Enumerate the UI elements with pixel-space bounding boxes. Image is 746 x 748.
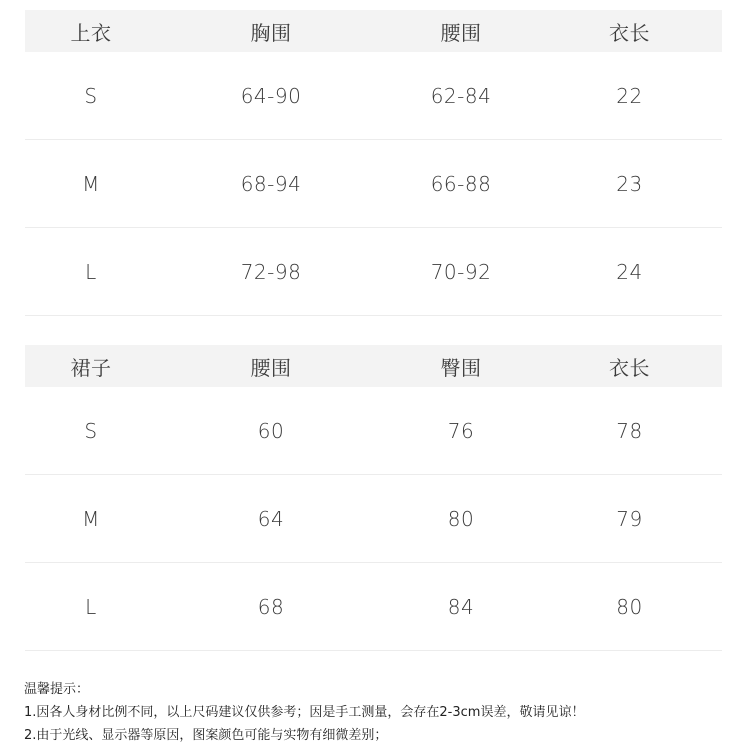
waist-cell: 60 — [257, 418, 285, 443]
tips-title: 温馨提示： — [24, 682, 90, 697]
table-row — [25, 140, 722, 228]
hip-cell: 80 — [447, 506, 475, 531]
bust-cell: 64-90 — [240, 83, 302, 108]
tips-line: 2.由于光线、显示器等原因，图案颜色可能与实物有细微差别； — [24, 728, 388, 743]
waist-cell: 64 — [257, 506, 285, 531]
length-cell: 79 — [616, 506, 643, 531]
header-cell-waist: 腰围 — [250, 355, 292, 380]
table-row — [25, 475, 722, 563]
header-cell-category: 上衣 — [70, 20, 112, 45]
table-row — [25, 563, 722, 651]
length-cell: 22 — [616, 83, 643, 108]
top-size-table — [25, 10, 722, 316]
hip-cell: 84 — [447, 594, 475, 619]
header-cell-bust: 胸围 — [250, 20, 292, 45]
length-cell: 78 — [616, 418, 643, 443]
waist-cell: 70-92 — [430, 259, 492, 284]
header-cell-category: 裙子 — [70, 355, 112, 380]
header-cell-length: 衣长 — [609, 355, 650, 380]
size-cell: L — [85, 594, 97, 619]
table-row — [25, 228, 722, 316]
length-cell: 80 — [616, 594, 643, 619]
length-cell: 24 — [616, 259, 643, 284]
header-cell-waist: 腰围 — [440, 20, 482, 45]
size-cell: M — [82, 171, 100, 196]
waist-cell: 66-88 — [430, 171, 492, 196]
size-cell: L — [85, 259, 97, 284]
table-row — [25, 52, 722, 140]
bust-cell: 68-94 — [240, 171, 302, 196]
length-cell: 23 — [616, 171, 643, 196]
hip-cell: 76 — [447, 418, 475, 443]
header-cell-length: 衣长 — [609, 20, 650, 45]
table-header-row — [25, 10, 722, 52]
waist-cell: 68 — [257, 594, 285, 619]
bust-cell: 72-98 — [240, 259, 302, 284]
size-cell: S — [84, 83, 98, 108]
header-cell-hip: 臀围 — [440, 355, 482, 380]
table-header-row — [25, 345, 722, 387]
tips-line: 1.因各人身材比例不同，以上尺码建议仅供参考；因是手工测量，会存在2-3cm误差，敬请见谅！ — [24, 705, 585, 720]
tips-section — [24, 678, 584, 747]
size-cell: M — [82, 506, 100, 531]
size-cell: S — [84, 418, 98, 443]
table-row — [25, 387, 722, 475]
waist-cell: 62-84 — [430, 83, 492, 108]
bottom-size-table — [25, 345, 722, 651]
